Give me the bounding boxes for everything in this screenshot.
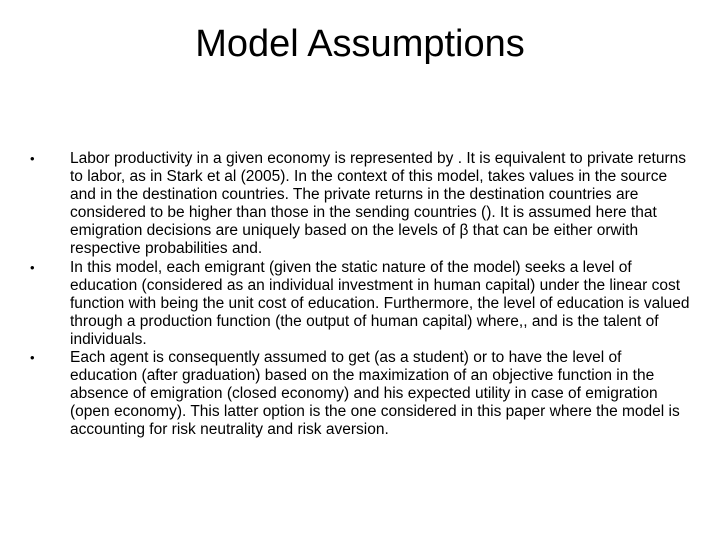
bullet-marker: • — [30, 259, 35, 275]
bullet-item-productivity — [30, 150, 692, 259]
bullet-text-maximization: Each agent is consequently assumed to get (as a student) or to have the level of education (after graduation) based on the maximization of an objective function in the absence of emigration (closed economy) and his expected utility in case of emigration (open economy). This latter option is the one considered in this paper where the model is accounting for risk neutrality and risk aversion. — [70, 349, 680, 439]
slide-title: Model Assumptions — [195, 23, 525, 65]
bullet-text-productivity: Labor productivity in a given economy is represented by . It is equivalent to private returns to labor, as in Stark et al (2005). In the context of this model, takes values in the source and in the destination countries. The private returns in the destination countries are considered to be higher than those in the sending countries (). It is assumed here that emigration decisions are uniquely based on the levels of β that can be either orwith respective probabilities and. — [70, 150, 687, 258]
bullet-marker: • — [30, 350, 35, 366]
bullet-list — [30, 150, 692, 440]
bullet-text-education: In this model, each emigrant (given the static nature of the model) seeks a level of education (considered as an individual investment in human capital) under the linear cost function with being the unit cost of education. Furthermore, the level of education is valued through a production function (the output of human capital) where,, and is the talent of individuals. — [70, 258, 690, 348]
bullet-item-maximization — [30, 349, 692, 439]
bullet-marker: • — [30, 151, 35, 166]
bullet-item-education — [30, 259, 692, 349]
